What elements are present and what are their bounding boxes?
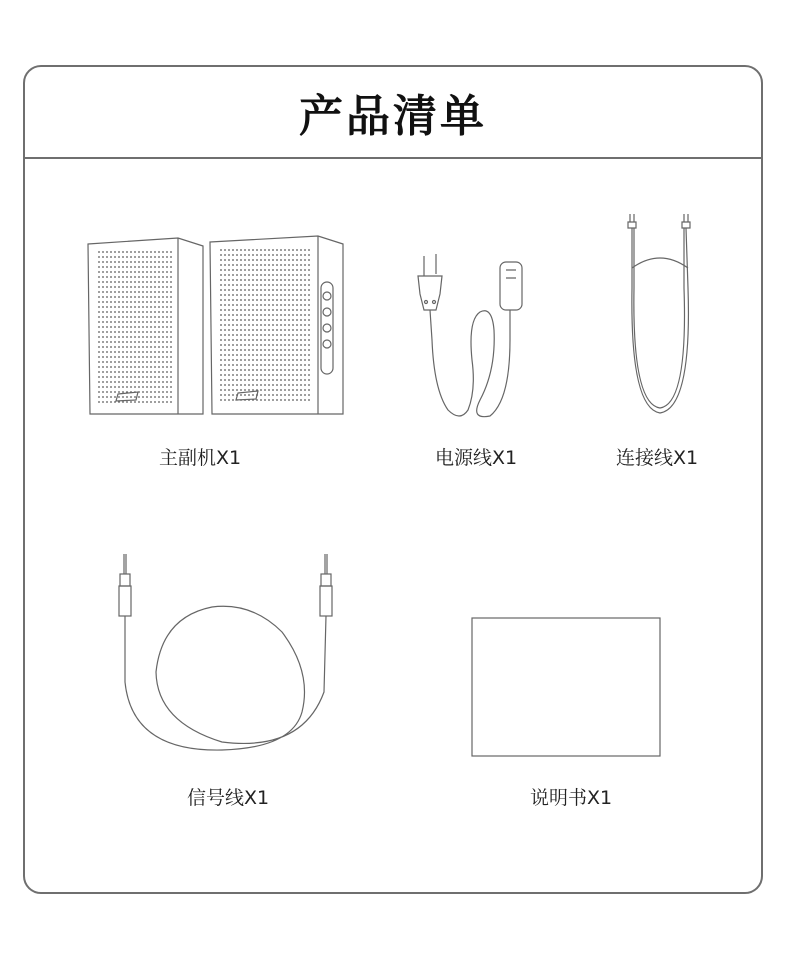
power-cord-icon: [410, 250, 530, 430]
item-label-manual: 说明书X1: [529, 787, 613, 809]
manual-icon: [471, 617, 663, 759]
audio-cable-icon: [112, 552, 342, 762]
header: [25, 67, 761, 159]
item-label-audio-cable: 信号线X1: [186, 787, 270, 809]
item-label-power-cord: 电源线X1: [434, 447, 518, 469]
item-label-speaker-wire: 连接线X1: [615, 447, 699, 469]
item-label-speakers: 主副机X1: [158, 447, 242, 469]
speaker-wire-icon: [620, 208, 700, 428]
speakers-icon: [78, 232, 348, 422]
page-title: 产品清单: [299, 91, 487, 142]
product-list-card: [23, 65, 763, 894]
